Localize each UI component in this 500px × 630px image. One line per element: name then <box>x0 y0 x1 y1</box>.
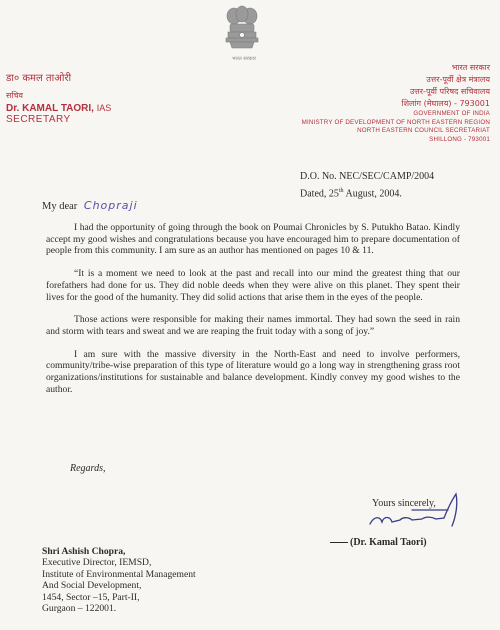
office-english-line: SHILLONG - 793001 <box>429 135 490 143</box>
reference-number: D.O. No. NEC/SEC/CAMP/2004 <box>300 171 435 182</box>
office-english-line: GOVERNMENT OF INDIA <box>413 110 490 117</box>
salutation-handwritten: Chopraji <box>83 199 138 212</box>
body-paragraph: Those actions were responsible for making their names immortal. They had sown the seed in rain and storm with tears and sweat and we are reaping the fruit today with a song of joy.” <box>46 314 460 337</box>
addressee-block <box>42 546 196 614</box>
date-suffix: August, 2004. <box>343 188 402 200</box>
addressee-line: Executive Director, IEMSD, <box>42 557 152 569</box>
date-ordinal: th <box>338 188 344 194</box>
salutation-text: My dear <box>42 201 78 212</box>
addressee-line: Gurgaon – 122001. <box>42 603 117 615</box>
office-hindi-line: शिलांग (मेघालय) - 793001 <box>401 99 490 108</box>
sender-header <box>6 70 111 125</box>
body-paragraph: “It is a moment we need to look at the past and recall into our mind the greatest thing that our forefathers had done for us. They did noble deeds when they were alive on this planet. They spent their lives for the good of the humanity. They did solid actions that arise them in the eyes of the people. <box>46 268 460 303</box>
body-paragraph: I had the opportunity of going through the book on Poumai Chronicles by S. Putukho Batao. Kindly accept my good wishes and congratulations because you have encouraged him to prepare documentation of people from this community. I am sure as an author has mentioned on pages 10 & 11. <box>46 222 460 257</box>
sender-name-text: Dr. KAMAL TAORI, <box>6 103 94 114</box>
national-emblem-icon <box>222 4 262 54</box>
letter-date <box>300 184 434 201</box>
sender-title-hindi: सचिव <box>6 91 24 100</box>
letter-body <box>46 222 460 406</box>
emblem-caption: भारत सरकार <box>232 56 256 62</box>
regards: Regards, <box>70 463 106 474</box>
date-prefix: Dated, 25 <box>300 188 339 200</box>
office-hindi-line: उत्तर-पूर्वी परिषद सचिवालय <box>409 87 490 96</box>
body-paragraph: I am sure with the massive diversity in the North-East and need to involve performers, community/tribe-wise preparation of this type of literature would go a long way in strengthening grass root organizations/institutions for sustainable and balance development. Kindly convey my good wishes to the author. <box>46 348 460 395</box>
signature-dash <box>330 542 348 543</box>
addressee-line: Institute of Environmental Management <box>42 568 196 580</box>
addressee-line: 1454, Sector –15, Part-II, <box>42 591 140 603</box>
addressee-line: And Social Development, <box>42 580 142 592</box>
office-english-line: NORTH EASTERN COUNCIL SECRETARIAT <box>357 127 490 134</box>
sender-name-english <box>6 103 111 114</box>
reference-block <box>300 170 434 201</box>
addressee-name: Shri Ashish Chopra, <box>42 546 126 557</box>
signatory-name: (Dr. Kamal Taori) <box>350 537 427 548</box>
sender-title-english: SECRETARY <box>6 114 71 125</box>
office-hindi-line: भारत सरकार <box>451 63 490 72</box>
office-header <box>240 62 490 144</box>
sender-name-hindi: डा० कमल ताओरी <box>6 73 72 84</box>
sender-name-suffix: IAS <box>96 103 112 113</box>
salutation <box>42 199 138 212</box>
yours-sincerely: Yours sincerely, <box>372 498 436 509</box>
signature-icon <box>352 486 472 536</box>
office-english-line: MINISTRY OF DEVELOPMENT OF NORTH EASTERN REGION <box>301 118 490 126</box>
office-hindi-line: उत्तर-पूर्वी क्षेत्र मंत्रालय <box>426 75 490 84</box>
